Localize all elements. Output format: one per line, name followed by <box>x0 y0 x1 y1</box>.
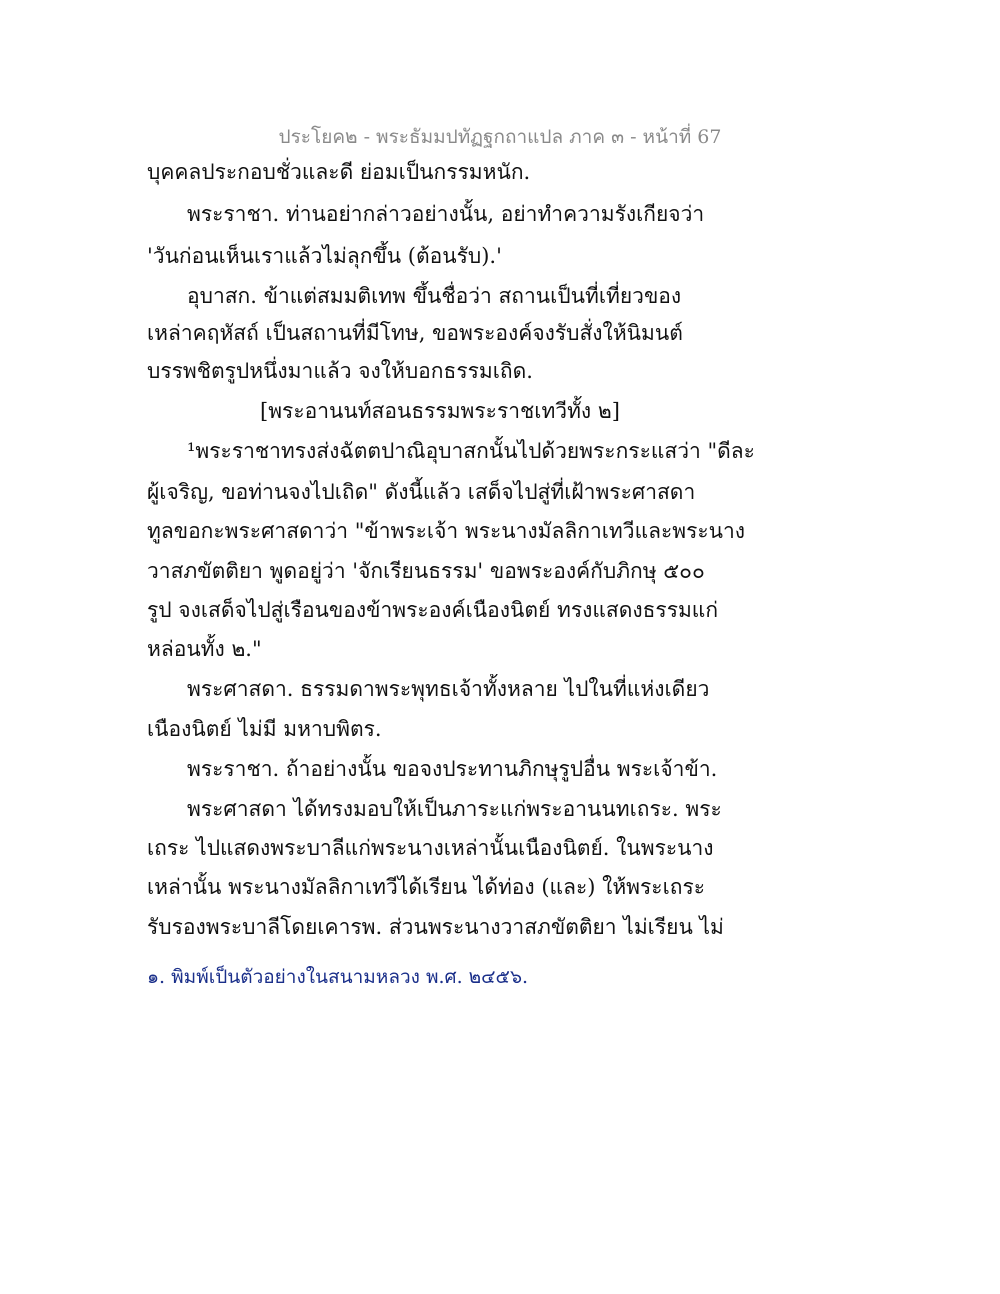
text-line: ผู้เจริญ, ขอท่านจงไปเถิด" ดังนี้แล้ว เสด็จไปสู่ที่เฝ้าพระศาสดา <box>147 480 696 504</box>
running-title: ประโยค๒ - พระธัมมปทัฏฐกถาแปล ภาค ๓ - หน้าที่ 67 <box>278 126 722 148</box>
text-line: พระศาสดา ได้ทรงมอบให้เป็นภาระแก่พระอานนทเถระ. พระ <box>187 797 722 821</box>
text-line: ¹พระราชาทรงส่งฉัตตปาณิอุบาสกนั้นไปด้วยพระกระแสว่า "ดีละ <box>187 439 755 463</box>
text-line: พระราชา. ท่านอย่ากล่าวอย่างนั้น, อย่าทำความรังเกียจว่า <box>187 202 705 226</box>
section-heading: [พระอานนท์สอนธรรมพระราชเทวีทั้ง ๒] <box>260 399 620 423</box>
text-line: 'วันก่อนเห็นเราแล้วไม่ลุกขึ้น (ต้อนรับ).' <box>147 244 502 268</box>
text-line: เหล่าคฤหัสถ์ เป็นสถานที่มีโทษ, ขอพระองค์จงรับสั่งให้นิมนต์ <box>147 321 683 345</box>
running-header <box>0 122 1000 152</box>
text-line: ทูลขอกะพระศาสดาว่า "ข้าพระเจ้า พระนางมัลลิกาเทวีและพระนาง <box>147 519 746 543</box>
text-line: รูป จงเสด็จไปสู่เรือนของข้าพระองค์เนืองนิตย์ ทรงแสดงธรรมแก่ <box>147 598 719 622</box>
text-line: เนืองนิตย์ ไม่มี มหาบพิตร. <box>147 717 382 741</box>
text-line: พระศาสดา. ธรรมดาพระพุทธเจ้าทั้งหลาย ไปในที่แห่งเดียว <box>187 677 710 701</box>
footnote: ๑. พิมพ์เป็นตัวอย่างในสนามหลวง พ.ศ. ๒๔๕๖. <box>147 966 529 988</box>
text-line: บุคคลประกอบชั่วและดี ย่อมเป็นกรรมหนัก. <box>147 160 531 184</box>
text-line: วาสภขัตติยา พูดอยู่ว่า 'จักเรียนธรรม' ขอพระองค์กับภิกษุ ๕๐๐ <box>147 559 705 583</box>
text-line: หล่อนทั้ง ๒." <box>147 637 262 661</box>
text-line: บรรพชิตรูปหนึ่งมาแล้ว จงให้บอกธรรมเถิด. <box>147 359 533 383</box>
text-line: รับรองพระบาลีโดยเคารพ. ส่วนพระนางวาสภขัตติยา ไม่เรียน ไม่ <box>147 915 724 939</box>
text-line: อุบาสก. ข้าแต่สมมติเทพ ขึ้นชื่อว่า สถานเป็นที่เที่ยวของ <box>187 284 682 308</box>
text-line: เหล่านั้น พระนางมัลลิกาเทวีได้เรียน ได้ท่อง (และ) ให้พระเถระ <box>147 875 706 899</box>
text-line: พระราชา. ถ้าอย่างนั้น ขอจงประทานภิกษุรูปอื่น พระเจ้าข้า. <box>187 757 718 781</box>
text-line: เถระ ไปแสดงพระบาลีแก่พระนางเหล่านั้นเนืองนิตย์. ในพระนาง <box>147 836 714 860</box>
